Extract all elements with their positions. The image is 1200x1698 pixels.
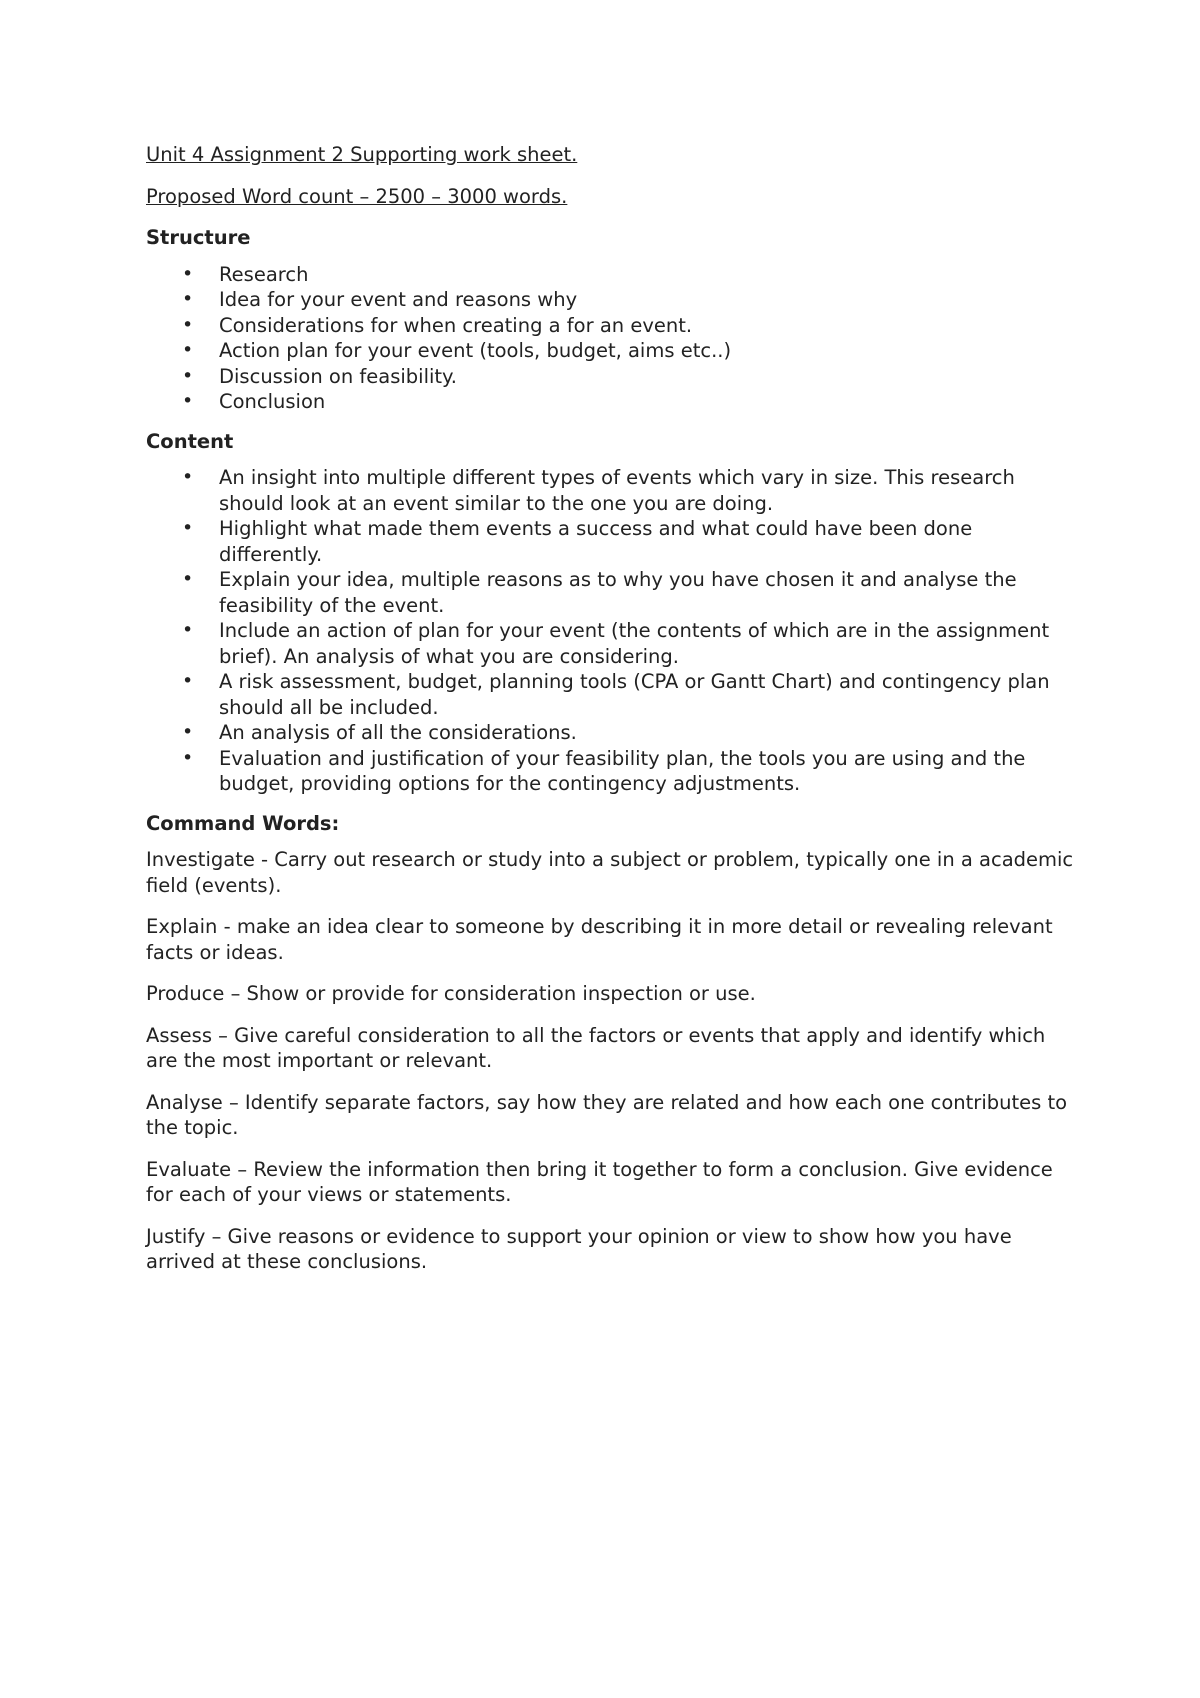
content-item: • Include an action of plan for your event (the contents of which are in the assignment brief). An analysis of what you are considering. [146,618,1076,669]
structure-heading: Structure [146,226,251,249]
document-title: Unit 4 Assignment 2 Supporting work sheet. [146,143,578,166]
content-item: • Highlight what made them events a success and what could have been done differently. [146,516,1076,567]
structure-item: • Considerations for when creating a for an event. [146,313,1076,339]
command-words-heading: Command Words: [146,811,340,835]
content-item: • A risk assessment, budget, planning tools (CPA or Gantt Chart) and contingency plan should all be included. [146,669,1076,720]
structure-item: • Idea for your event and reasons why [146,287,1076,313]
document-body [146,142,1076,1291]
structure-item: • Action plan for your event (tools, budget, aims etc..) [146,338,1076,364]
command-word-justify: Justify – Give reasons or evidence to support your opinion or view to show how you have arrived at these conclusions. [146,1224,1012,1273]
command-word-investigate: Investigate - Carry out research or study into a subject or problem, typically one in a academic field (events). [146,848,1074,897]
command-word-produce: Produce – Show or provide for consideration inspection or use. [146,982,756,1005]
command-word-assess: Assess – Give careful consideration to all the factors or events that apply and identify which are the most important or relevant. [146,1023,1046,1072]
command-word-evaluate: Evaluate – Review the information then bring it together to form a conclusion. Give evidence for each of your views or statements. [146,1157,1053,1206]
word-count-line: Proposed Word count – 2500 – 3000 words. [146,184,568,208]
content-heading: Content [146,429,234,453]
content-list [146,465,1076,797]
content-item: • An analysis of all the considerations. [146,720,1076,746]
structure-item: • Research [146,262,1076,288]
structure-list [146,262,1076,415]
content-item: • Evaluation and justification of your feasibility plan, the tools you are using and the budget, providing options for the contingency adjustments. [146,746,1076,797]
command-word-analyse: Analyse – Identify separate factors, say how they are related and how each one contributes to the topic. [146,1090,1068,1139]
command-word-explain: Explain - make an idea clear to someone by describing it in more detail or revealing relevant facts or ideas. [146,915,1053,964]
content-item: • Explain your idea, multiple reasons as to why you have chosen it and analyse the feasibility of the event. [146,567,1076,618]
content-item: • An insight into multiple different types of events which vary in size. This research should look at an event similar to the one you are doing. [146,465,1076,516]
structure-item: • Conclusion [146,389,1076,415]
structure-item: • Discussion on feasibility. [146,364,1076,390]
